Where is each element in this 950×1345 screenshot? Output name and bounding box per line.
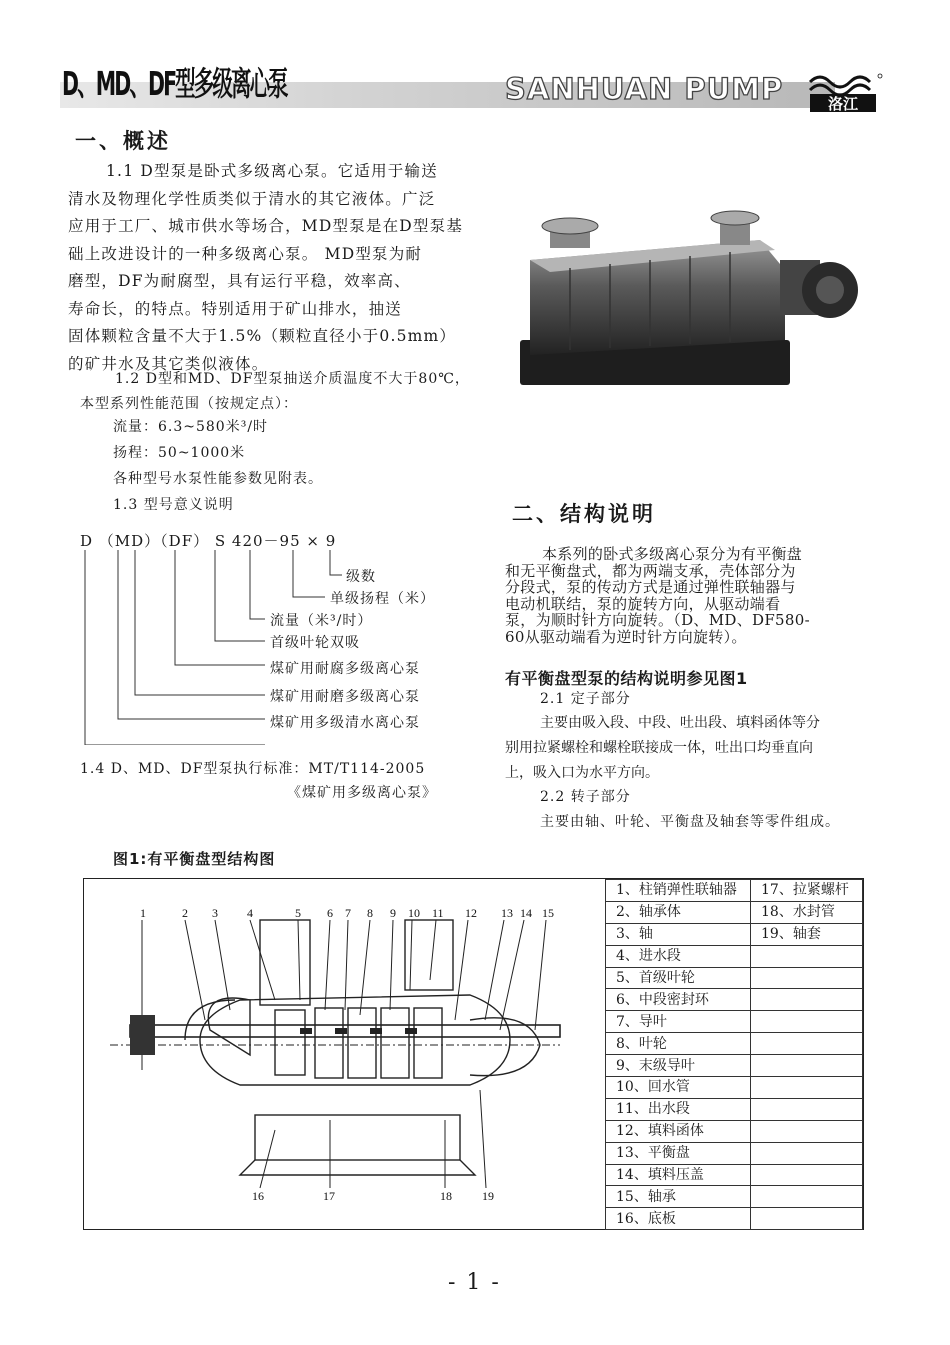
intro-line: 分段式，泵的传动方式是通过弹性联轴器与: [505, 578, 796, 596]
flow-range: 流量：6.3~580米³/时: [113, 419, 269, 435]
part-name-cell: [751, 1186, 863, 1208]
intro-line: 电动机联结，泵的旋转方向，从驱动端看: [505, 594, 781, 613]
pump-photo: [510, 200, 860, 400]
part-name-cell: [751, 1208, 863, 1230]
model-heading: 1.3 型号意义说明: [113, 497, 234, 513]
section1-paragraph: [68, 158, 498, 378]
part-name-cell: 14、填料压盖: [606, 1164, 751, 1186]
table-row: [606, 1164, 863, 1186]
stator-line: 别用拉紧螺栓和螺栓联接成一体，吐出口均垂直向: [505, 740, 813, 756]
intro-line: 和无平衡盘式，都为两端支承，壳体部分为: [505, 561, 796, 580]
callout-3: 3: [212, 906, 218, 920]
part-name-cell: [751, 989, 863, 1011]
para1-line: 应用于工厂、城市供水等场合，MD型泵是在D型泵基: [68, 217, 464, 235]
table-row: [606, 1011, 863, 1033]
document-title: D、MD、DF型多级离心泵: [62, 64, 287, 103]
callout-9: 9: [390, 906, 396, 920]
page-number: - 1 -: [448, 1270, 501, 1295]
part-name-cell: [751, 1055, 863, 1077]
model-code: D （MD）（DF） S 420－95 × 9: [80, 532, 337, 550]
label-double-suction: 首级叶轮双吸: [270, 635, 360, 651]
standard-line1: 1.4 D、MD、DF型泵执行标准：MT/T114-2005: [80, 761, 426, 777]
table-row: [606, 1077, 863, 1099]
para1-line: 础上改进设计的一种多级离心泵。 MD型泵为耐: [68, 244, 423, 263]
callout-1: 1: [140, 906, 146, 920]
part-name-cell: [751, 945, 863, 967]
part-name-cell: 18、水封管: [751, 901, 863, 923]
table-row: [606, 1098, 863, 1120]
para1-line: 固体颗粒含量不大于1.5%（颗粒直径小于0.5mm）: [68, 327, 457, 345]
callout-6: 6: [327, 906, 333, 920]
part-name-cell: 5、首级叶轮: [606, 967, 751, 989]
callout-5: 5: [295, 906, 301, 920]
callout-10: 10: [408, 906, 420, 920]
para1-line: 的矿井水及其它类似液体。: [68, 354, 269, 373]
para1-line: 磨型，DF为耐腐型，具有运行平稳，效率高、: [68, 272, 411, 290]
callout-14: 14: [520, 906, 532, 920]
part-name-cell: 6、中段密封环: [606, 989, 751, 1011]
table-row: [606, 1120, 863, 1142]
table-row: [606, 967, 863, 989]
label-stages: 级数: [346, 569, 376, 585]
intro-line: 泵，为顺时针方向旋转。（D、MD、DF580-: [505, 611, 810, 629]
part-name-cell: 7、导叶: [606, 1011, 751, 1033]
parts-list-table: [605, 879, 863, 1230]
part-name-cell: [751, 1011, 863, 1033]
table-row: [606, 1186, 863, 1208]
stator-line: 主要由吸入段、中段、吐出段、填料函体等分: [540, 715, 820, 731]
callout-18: 18: [440, 1189, 452, 1203]
part-name-cell: 2、轴承体: [606, 901, 751, 923]
para1-line: 1.1 D型泵是卧式多级离心泵。它适用于输送: [106, 162, 438, 180]
table-row: [606, 1033, 863, 1055]
part-name-cell: 8、叶轮: [606, 1033, 751, 1055]
label-flow: 流量（米³/时）: [270, 613, 373, 629]
part-name-cell: 17、拉紧螺杆: [751, 880, 863, 902]
part-name-cell: [751, 1142, 863, 1164]
rotor-title: 2.2 转子部分: [540, 789, 631, 805]
logo-text: 洛江: [827, 95, 859, 113]
section2-intro: [505, 546, 875, 645]
part-name-cell: [751, 1164, 863, 1186]
section2-heading: 二、结构说明: [512, 502, 656, 526]
callout-17: 17: [323, 1189, 335, 1203]
part-name-cell: 3、轴: [606, 923, 751, 945]
part-name-cell: 11、出水段: [606, 1098, 751, 1120]
part-name-cell: 12、填料函体: [606, 1120, 751, 1142]
para2-line1: 1.2 D型和MD、DF型泵抽送介质温度不大于80℃，: [115, 371, 470, 387]
part-name-cell: 4、进水段: [606, 945, 751, 967]
intro-line: 本系列的卧式多级离心泵分为有平衡盘: [542, 545, 803, 563]
callout-13: 13: [501, 906, 513, 920]
part-name-cell: [751, 1077, 863, 1099]
callout-7: 7: [345, 906, 351, 920]
intro-line: 60从驱动端看为逆时针方向旋转）。: [505, 627, 747, 646]
callout-19: 19: [482, 1189, 494, 1203]
callout-4: 4: [247, 906, 253, 920]
label-wear: 煤矿用耐磨多级离心泵: [270, 689, 420, 705]
part-name-cell: 1、柱销弹性联轴器: [606, 880, 751, 902]
section1-heading: 一、概述: [75, 129, 171, 153]
callout-12: 12: [465, 906, 477, 920]
para1-line: 寿命长，的特点。特别适用于矿山排水，抽送: [68, 299, 403, 318]
part-name-cell: 9、末级导叶: [606, 1055, 751, 1077]
para2-line2: 本型系列性能范围（按规定点）：: [80, 396, 298, 412]
part-name-cell: [751, 1098, 863, 1120]
stator-line: 上，吸入口为水平方向。: [505, 765, 659, 781]
callout-15: 15: [542, 906, 554, 920]
company-logo: [806, 72, 884, 114]
part-name-cell: 16、底板: [606, 1208, 751, 1230]
rotor-text: 主要由轴、叶轮、平衡盘及轴套等零件组成。: [540, 814, 840, 830]
callout-2: 2: [182, 906, 188, 920]
table-row: [606, 1208, 863, 1230]
table-row: [606, 945, 863, 967]
part-name-cell: 19、轴套: [751, 923, 863, 945]
figure-caption: 图1:有平衡盘型结构图: [113, 850, 276, 868]
table-row: [606, 1142, 863, 1164]
table-row: [606, 1055, 863, 1077]
label-single-head: 单级扬程（米）: [330, 591, 435, 607]
stator-title: 2.1 定子部分: [540, 691, 631, 707]
part-name-cell: [751, 1120, 863, 1142]
see-table-note: 各种型号水泵性能参数见附表。: [113, 471, 323, 487]
table-row: [606, 901, 863, 923]
para1-line: 清水及物理化学性质类似于清水的其它液体。广泛: [68, 189, 436, 208]
part-name-cell: 15、轴承: [606, 1186, 751, 1208]
table-row: [606, 880, 863, 902]
part-name-cell: 13、平衡盘: [606, 1142, 751, 1164]
part-name-cell: [751, 967, 863, 989]
callout-16: 16: [252, 1189, 264, 1203]
structure-subheading: 有平衡盘型泵的结构说明参见图1: [505, 669, 748, 688]
pump-section-drawing: [90, 890, 600, 1220]
brand-name: SANHUAN PUMP: [505, 72, 784, 106]
part-name-cell: 10、回水管: [606, 1077, 751, 1099]
callout-8: 8: [367, 906, 373, 920]
stator-text: [505, 711, 820, 786]
table-row: [606, 989, 863, 1011]
table-row: [606, 923, 863, 945]
head-range: 扬程：50~1000米: [113, 445, 246, 461]
standard-line2: 《煤矿用多级离心泵》: [287, 785, 437, 801]
label-corrosion: 煤矿用耐腐多级离心泵: [270, 661, 420, 677]
callout-11: 11: [432, 906, 444, 920]
label-clean-water: 煤矿用多级清水离心泵: [270, 715, 420, 731]
part-name-cell: [751, 1033, 863, 1055]
